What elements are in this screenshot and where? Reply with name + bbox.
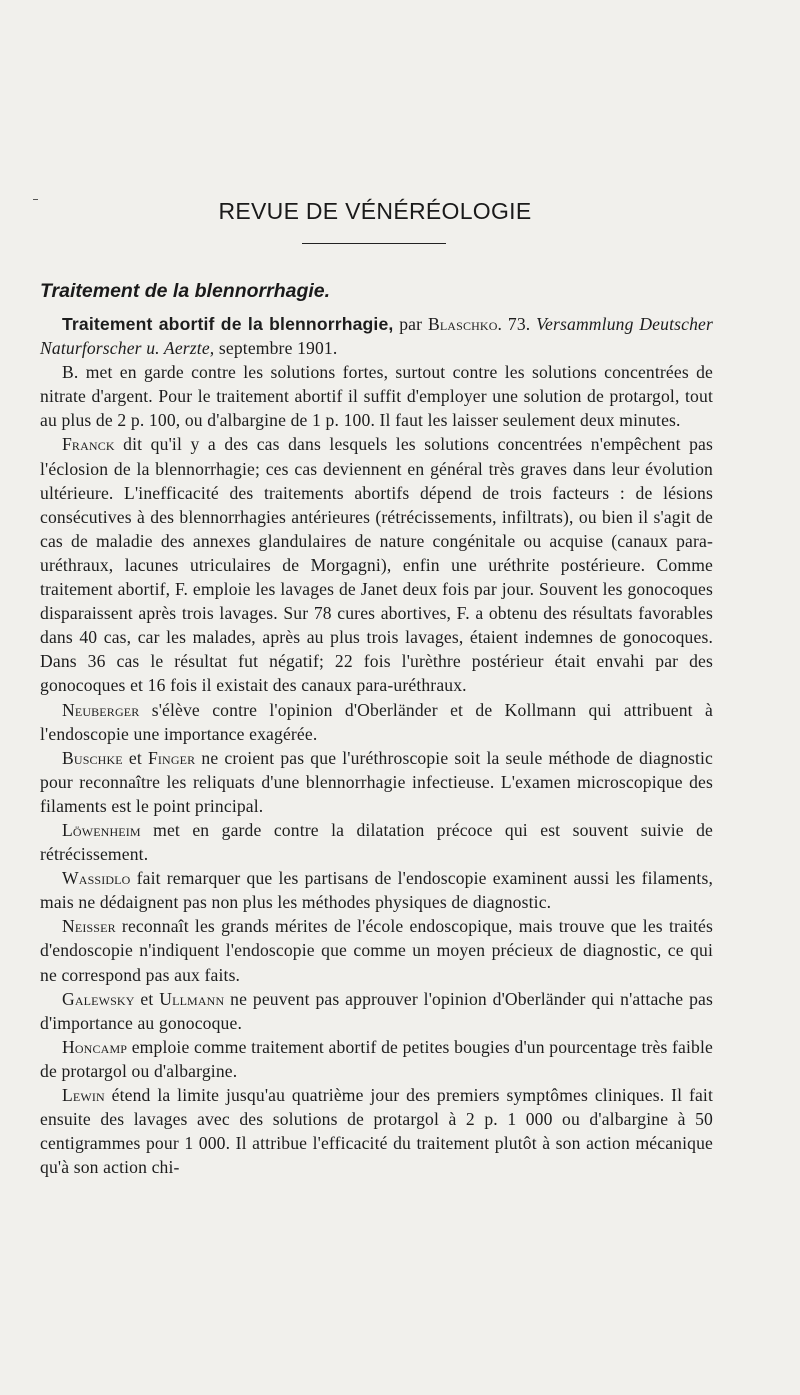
paragraph-text: s'élève contre l'opinion d'Oberländer et de Kollmann qui attribuent à l'endoscopie une importance exagérée. — [40, 699, 713, 744]
article-title: Traitement de la blennorrhagie. — [40, 280, 331, 302]
paragraph-author: Franck — [62, 434, 115, 455]
paragraph-neuberger — [40, 698, 713, 746]
article-body — [40, 312, 713, 1179]
paragraph-blaschko — [40, 360, 713, 432]
paragraph-lewin — [40, 1083, 713, 1179]
section-title: REVUE DE VÉNÉRÉOLOGIE — [218, 198, 532, 224]
paragraph-text: ne croient pas que l'uréthroscopie soit la seule méthode de diagnostic pour reconnaître les reliquats d'une blennorrhagie infectieuse. L'examen microscopique des filaments est le point principal. — [40, 747, 713, 816]
citation-par: par — [393, 314, 428, 334]
paragraph-author: Neuberger — [62, 699, 140, 720]
paragraph-text: met en garde contre la dilatation précoce qui est souvent suivie de rétrécissement. — [40, 819, 713, 865]
paragraph-text: reconnaît les grands mérites de l'école endoscopique, mais trouve que les traités d'endoscopie n'indiquent l'endoscopie que comme un moyen précieux de diagnostic, ce qui ne correspond pas aux faits. — [40, 916, 713, 985]
paragraph-franck — [40, 432, 713, 697]
paragraph-galewsky — [40, 987, 713, 1035]
paragraph-neisser — [40, 914, 713, 986]
citation-author: Blaschko — [427, 314, 498, 334]
paragraph-author: Wassidlo — [62, 868, 131, 889]
paragraph-author: Löwenheim — [62, 819, 141, 840]
paragraph-author: Galewsky — [62, 988, 135, 1009]
paragraph-author: Honcamp — [62, 1036, 128, 1057]
paragraph-text: B. met en garde contre les solutions fortes, surtout contre les solutions concentrées de nitrate d'argent. Pour le traitement abortif il suffit d'employer une solution de protargol, tout au plus de 2 p. 100, ou d'albargine de 1 p. 100. Il faut les laisser seulement deux minutes. — [40, 362, 713, 431]
citation-number: . 73. — [497, 314, 537, 334]
article-subheading-paragraph — [40, 312, 713, 360]
paragraph-text: emploie comme traitement abortif de petites bougies d'un pourcentage très faible de protargol ou d'albargine. — [40, 1036, 713, 1081]
paragraph-text: dit qu'il y a des cas dans lesquels les solutions concentrées n'empêchent pas l'éclosion de la blennorrhagie; ces cas deviennent en général très graves dans leur évolution ultérieure. L'inefficacité des traitements abortifs dépend de trois facteurs : de lésions consécutives à des blennorrhagies antérieures (rétrécissements, infiltrats), ou bien il s'agit de cas de maladie des annexes glandulaires de nature congénitale ou acquise (canaux para-uréthraux, lacunes utriculaires de Morgagni), enfin une uréthrite postérieure. Comme traitement abortif, F. emploie les lavages de Janet deux fois par jour. Souvent les gonocoques disparaissent après trois lavages. Sur 78 cures abortives, F. a obtenu des résultats favorables dans 40 cas, car les malades, après au plus trois lavages, étaient indemnes de gonocoques. Dans 36 cas le résultat fut négatif; 22 fois l'urèthre postérieur était envahi par des gonocoques et 16 fois il existait des canaux para-uréthraux. — [40, 434, 713, 696]
paragraph-conjunction: et — [122, 747, 148, 768]
title-rule — [302, 243, 446, 244]
paragraph-author: Lewin — [62, 1085, 105, 1105]
paragraph-wassidlo — [40, 866, 713, 914]
paragraph-author-2: Ullmann — [159, 988, 225, 1009]
citation-date: septembre 1901. — [214, 338, 338, 359]
citation-journal: Versammlung Deutscher Naturforscher u. Aerzte, — [40, 314, 713, 359]
paragraph-conjunction: et — [134, 988, 160, 1009]
paragraph-author: Buschke — [62, 747, 123, 768]
paragraph-author-2: Finger — [147, 747, 196, 768]
paragraph-text: étend la limite jusqu'au quatrième jour des premiers symptômes cliniques. Il fait ensuite des lavages avec des solutions de protargol à 2 p. 1 000 ou d'albargine à 50 centigrammes pour 1 000. Il attribue l'efficacité du traitement plutôt à son action mécanique qu'à son action chi- — [40, 1085, 713, 1178]
paragraph-text: ne peuvent pas approuver l'opinion d'Oberländer qui n'attache pas d'importance au gonocoque. — [40, 988, 713, 1033]
paragraph-text: fait remarquer que les partisans de l'endoscopie examinent aussi les filaments, mais ne dédaignent pas non plus les méthodes physiques de diagnostic. — [40, 868, 713, 913]
article-subheading: Traitement abortif de la blennorrhagie, — [62, 314, 394, 334]
paragraph-honcamp — [40, 1035, 713, 1083]
paragraph-lowenheim — [40, 818, 713, 866]
paragraph-buschke — [40, 746, 713, 818]
paragraph-author: Neisser — [62, 916, 116, 937]
